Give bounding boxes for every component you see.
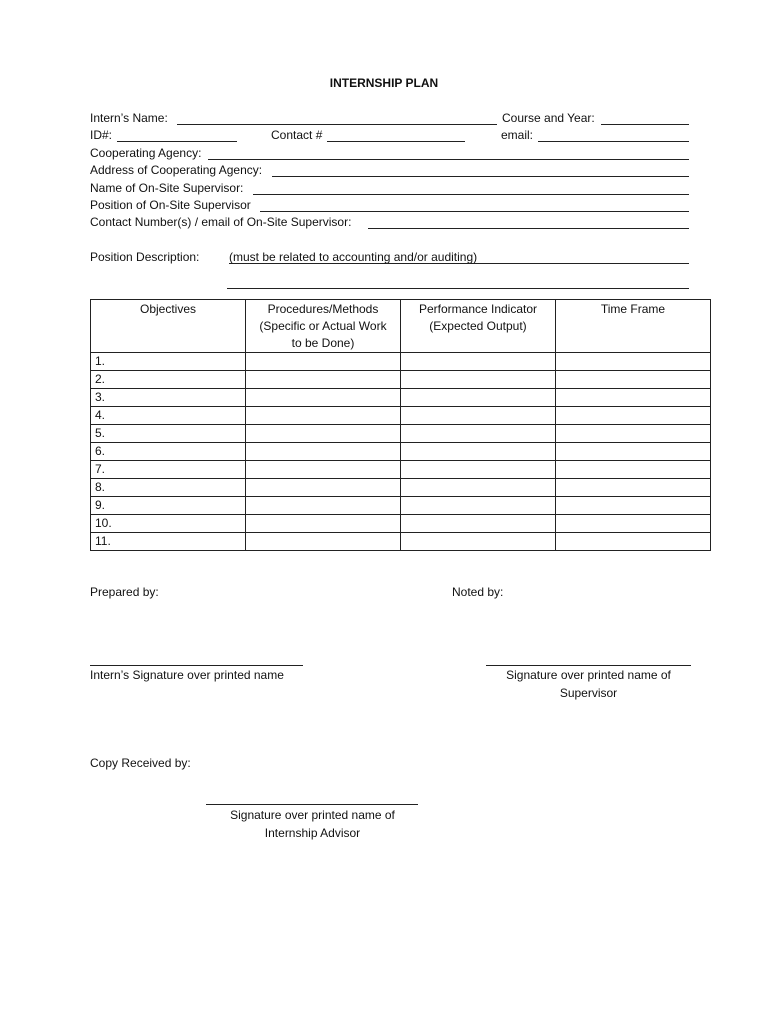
header-objectives: [91, 300, 246, 353]
agency-address-field[interactable]: [272, 176, 689, 177]
time-frame-cell[interactable]: [556, 479, 711, 497]
row-number[interactable]: 5.: [91, 425, 246, 443]
supervisor-name-field[interactable]: [253, 194, 689, 195]
procedures-cell[interactable]: [246, 497, 401, 515]
position-description-label: Position Description:: [90, 250, 200, 264]
time-frame-cell[interactable]: [556, 425, 711, 443]
time-frame-cell[interactable]: [556, 389, 711, 407]
agency-field[interactable]: [208, 159, 689, 160]
page-title: INTERNSHIP PLAN: [329, 76, 439, 90]
header-line: to be Done): [291, 336, 355, 350]
row-number[interactable]: 1.: [91, 353, 246, 371]
contact-label: Contact #: [271, 128, 323, 142]
agency-label: Cooperating Agency:: [90, 146, 202, 160]
email-label: email:: [501, 128, 534, 142]
intern-name-label: Intern’s Name:: [90, 111, 168, 125]
header-line: Objectives: [139, 302, 197, 316]
supervisor-signature-line[interactable]: [486, 665, 691, 666]
noted-by-label: Noted by:: [452, 585, 504, 599]
table-header-row: [91, 300, 711, 353]
header-line: Performance Indicator: [418, 302, 538, 316]
table-row: [91, 443, 711, 461]
indicator-cell[interactable]: [401, 461, 556, 479]
advisor-signature-caption-1: Signature over printed name of: [230, 808, 395, 822]
position-description-note: (must be related to accounting and/or auditing): [229, 250, 478, 264]
procedures-cell[interactable]: [246, 443, 401, 461]
procedures-cell[interactable]: [246, 353, 401, 371]
time-frame-cell[interactable]: [556, 533, 711, 551]
indicator-cell[interactable]: [401, 389, 556, 407]
table-row: [91, 479, 711, 497]
intern-signature-caption: Intern’s Signature over printed name: [90, 668, 284, 682]
table-row: [91, 461, 711, 479]
indicator-cell[interactable]: [401, 425, 556, 443]
advisor-signature-line[interactable]: [206, 804, 418, 805]
procedures-cell[interactable]: [246, 461, 401, 479]
procedures-cell[interactable]: [246, 389, 401, 407]
intern-signature-line[interactable]: [90, 665, 303, 666]
time-frame-cell[interactable]: [556, 371, 711, 389]
procedures-cell[interactable]: [246, 425, 401, 443]
prepared-by-label: Prepared by:: [90, 585, 159, 599]
supervisor-signature-caption-2: Supervisor: [559, 686, 618, 700]
row-number[interactable]: 3.: [91, 389, 246, 407]
header-line: (Expected Output): [429, 319, 527, 333]
position-description-field-2[interactable]: [227, 288, 689, 289]
header-line: Time Frame: [600, 302, 666, 316]
procedures-cell[interactable]: [246, 479, 401, 497]
supervisor-contact-field[interactable]: [368, 228, 689, 229]
time-frame-cell[interactable]: [556, 407, 711, 425]
header-time-frame: [556, 300, 711, 353]
advisor-signature-caption-2: Internship Advisor: [264, 826, 361, 840]
header-line: Procedures/Methods: [267, 302, 379, 316]
internship-plan-table: [90, 299, 711, 551]
indicator-cell[interactable]: [401, 443, 556, 461]
supervisor-signature-caption-1: Signature over printed name of: [506, 668, 671, 682]
time-frame-cell[interactable]: [556, 461, 711, 479]
table-row: [91, 515, 711, 533]
row-number[interactable]: 10.: [91, 515, 246, 533]
row-number[interactable]: 8.: [91, 479, 246, 497]
procedures-cell[interactable]: [246, 407, 401, 425]
table-row: [91, 389, 711, 407]
row-number[interactable]: 4.: [91, 407, 246, 425]
procedures-cell[interactable]: [246, 371, 401, 389]
table-row: [91, 533, 711, 551]
intern-name-field[interactable]: [177, 124, 497, 125]
header-line: (Specific or Actual Work: [259, 319, 387, 333]
table-row: [91, 425, 711, 443]
time-frame-cell[interactable]: [556, 443, 711, 461]
id-field[interactable]: [117, 141, 237, 142]
indicator-cell[interactable]: [401, 371, 556, 389]
indicator-cell[interactable]: [401, 515, 556, 533]
table-row: [91, 353, 711, 371]
row-number[interactable]: 2.: [91, 371, 246, 389]
header-performance-indicator: [401, 300, 556, 353]
indicator-cell[interactable]: [401, 479, 556, 497]
table-row: [91, 407, 711, 425]
time-frame-cell[interactable]: [556, 497, 711, 515]
table-row: [91, 371, 711, 389]
row-number[interactable]: 11.: [91, 533, 246, 551]
procedures-cell[interactable]: [246, 515, 401, 533]
row-number[interactable]: 9.: [91, 497, 246, 515]
time-frame-cell[interactable]: [556, 353, 711, 371]
row-number[interactable]: 6.: [91, 443, 246, 461]
course-year-label: Course and Year:: [502, 111, 595, 125]
row-number[interactable]: 7.: [91, 461, 246, 479]
supervisor-name-label: Name of On-Site Supervisor:: [90, 181, 244, 195]
table-row: [91, 497, 711, 515]
position-description-field-1[interactable]: [229, 263, 689, 264]
contact-field[interactable]: [327, 141, 465, 142]
indicator-cell[interactable]: [401, 497, 556, 515]
agency-address-label: Address of Cooperating Agency:: [90, 163, 263, 177]
indicator-cell[interactable]: [401, 407, 556, 425]
email-field[interactable]: [538, 141, 689, 142]
procedures-cell[interactable]: [246, 533, 401, 551]
supervisor-position-label: Position of On-Site Supervisor: [90, 198, 251, 212]
supervisor-contact-label: Contact Number(s) / email of On-Site Supervisor:: [90, 215, 352, 229]
indicator-cell[interactable]: [401, 353, 556, 371]
copy-received-by-label: Copy Received by:: [90, 756, 191, 770]
course-year-field[interactable]: [601, 124, 689, 125]
id-label: ID#:: [90, 128, 113, 142]
header-procedures: [246, 300, 401, 353]
time-frame-cell[interactable]: [556, 515, 711, 533]
indicator-cell[interactable]: [401, 533, 556, 551]
supervisor-position-field[interactable]: [260, 211, 689, 212]
